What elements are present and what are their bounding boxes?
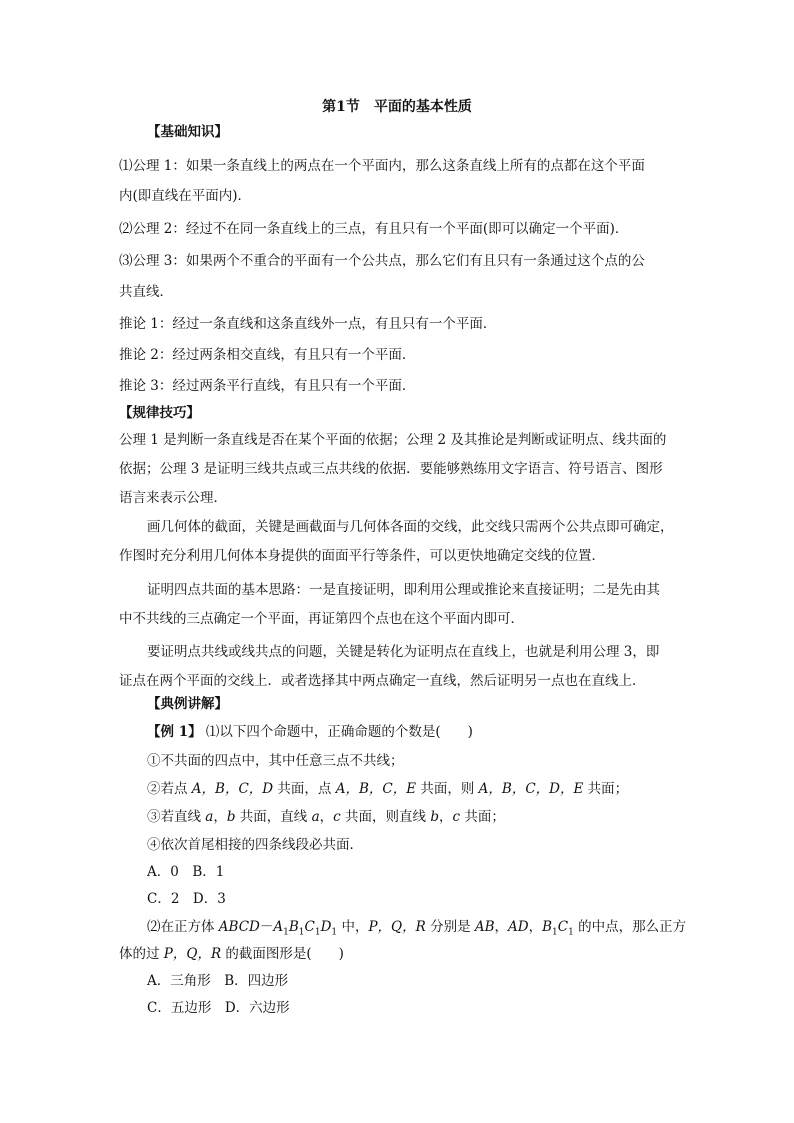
corollary3-text: 推论 3：经过两条平行直线，有且只有一个平面． (119, 378, 416, 394)
subscript: 1 (298, 927, 305, 936)
question2-mid1: 中， (337, 919, 369, 935)
subscript: 1 (552, 927, 558, 936)
axiom2-text: ⑵公理 2：经过不在同一条直线上的三点，有且只有一个平面(即可以确定一个平面)． (119, 221, 629, 237)
section-heading-examples: 【典例讲解】 (147, 696, 228, 712)
axiom1-line1: ⑴公理 1：如果一条直线上的两点在一个平面内，那么这条直线上所有的点都在这个平面 (119, 158, 645, 174)
tips-p4-line2: 证点在两个平面的交线上．或者选择其中两点确定一直线，然后证明另一点也在直线上． (119, 673, 646, 689)
vertex-c1: C (304, 919, 315, 935)
tips-p1-line1: 公理 1 是判断一条直线是否在某个平面的依据；公理 2 及其推论是判断或证明点、线共面的 (119, 432, 667, 448)
statement-2-points1: A，B，C，D (191, 781, 274, 797)
subscript: 1 (331, 927, 338, 936)
question2-mid3: 的中点，那么正方 (573, 919, 687, 935)
cube-base: ABCD (218, 919, 260, 935)
points-pqr: P，Q，R (368, 919, 426, 935)
vertex-b1: B (542, 919, 553, 935)
statement-2-mid1: 共面，点 (273, 781, 336, 797)
comma: ， (213, 809, 227, 825)
var-a: a (205, 809, 214, 825)
statement-2-mid2: 共面，则 (416, 781, 479, 797)
tips-p2-line2: 作图时充分利用几何体本身提供的面面平行等条件，可以更快地确定交线的位置． (119, 548, 605, 564)
var-b: b (226, 809, 236, 825)
tips-p4-line1: 要证明点共线或线共点的问题，关键是转化为证明点在直线上，也就是利用公理 3，即 (147, 644, 660, 660)
question1-options-1: A．0 B．1 (147, 864, 225, 880)
statement-1: ①不共面的四点中，其中任意三点不共线； (147, 753, 404, 769)
vertex-b1: B (288, 919, 299, 935)
points-pqr: P，Q，R (163, 946, 222, 962)
statement-2-post: 共面； (583, 781, 629, 797)
dash: － (259, 919, 274, 935)
axiom3-line2: 共直线． (119, 284, 173, 300)
question2-pre: ⑵在正方体 (147, 919, 219, 935)
statement-2-points2: A，B，C，E (335, 781, 417, 797)
var-a: a (311, 809, 320, 825)
question2-line2 (119, 945, 679, 963)
vertex-c1: C (557, 919, 569, 935)
section-heading-basic: 【基础知识】 (147, 124, 228, 140)
statement-3-mid1: 共面，直线 (235, 809, 312, 825)
question2-mid2: 分别是 (425, 919, 475, 935)
axiom3-line1: ⑶公理 3：如果两个不重合的平面有一个公共点，那么它们有且只有一条通过这个点的公 (119, 253, 645, 269)
segment-ad: AD (508, 919, 529, 935)
corollary1-text: 推论 1：经过一条直线和这条直线外一点，有且只有一个平面． (119, 316, 497, 332)
var-b: b (430, 809, 439, 825)
corollary2-text: 推论 2：经过两条相交直线，有且只有一个平面． (119, 347, 416, 363)
example1-question1 (147, 723, 707, 741)
tips-p3-line2: 中不共线的三点确定一个平面，再证第四个点也在这个平面内即可． (119, 611, 524, 627)
comma: ， (438, 809, 453, 825)
example1-label: 【例 1】 (147, 724, 202, 740)
question2-options-2: C．五边形 D．六边形 (147, 1000, 290, 1016)
statement-4: ④依次首尾相接的四条线段必共面． (147, 837, 363, 853)
segment-ab: AB (474, 919, 495, 935)
section-heading-tips: 【规律技巧】 (119, 405, 200, 421)
statement-3 (147, 808, 707, 826)
question2-options-1: A．三角形 B．四边形 (147, 973, 289, 989)
question1-text: ⑴以下四个命题中，正确命题的个数是( ) (205, 724, 473, 740)
statement-3-post: 共面； (460, 809, 505, 825)
subscript: 1 (283, 927, 289, 936)
comma: ， (528, 919, 543, 935)
page-title: 第1节 平面的基本性质 (322, 99, 472, 115)
tips-p1-line2: 依据；公理 3 是证明三线共点或三点共线的依据．要能够熟练用文字语言、符号语言、图形 (119, 461, 663, 477)
subscript: 1 (314, 927, 321, 936)
var-c: c (333, 809, 341, 825)
question2-line1 (147, 918, 707, 936)
tips-p3-line1: 证明四点共面的基本思路：一是直接证明，即利用公理或推论来直接证明；二是先由其 (147, 582, 660, 598)
question1-options-2: C．2 D．3 (147, 891, 226, 907)
question2-line2-post: 的截面图形是( ) (221, 946, 344, 962)
statement-3-pre: ③若直线 (147, 809, 206, 825)
vertex-a1: A (273, 919, 284, 935)
comma: ， (319, 809, 334, 825)
statement-2-points3: A，B，C，D，E (478, 781, 584, 797)
var-c: c (452, 809, 461, 825)
statement-3-mid2: 共面，则直线 (340, 809, 431, 825)
statement-2 (147, 780, 707, 798)
axiom1-line2: 内(即直线在平面内)． (119, 188, 252, 204)
statement-2-pre: ②若点 (147, 781, 192, 797)
comma: ， (494, 919, 509, 935)
question2-line2-pre: 体的过 (119, 946, 164, 962)
tips-p1-line3: 语言来表示公理． (119, 490, 227, 506)
subscript: 1 (568, 927, 574, 936)
tips-p2-line1: 画几何体的截面，关键是画截面与几何体各面的交线，此交线只需两个公共点即可确定， (147, 519, 674, 535)
vertex-d1: D (320, 919, 332, 935)
